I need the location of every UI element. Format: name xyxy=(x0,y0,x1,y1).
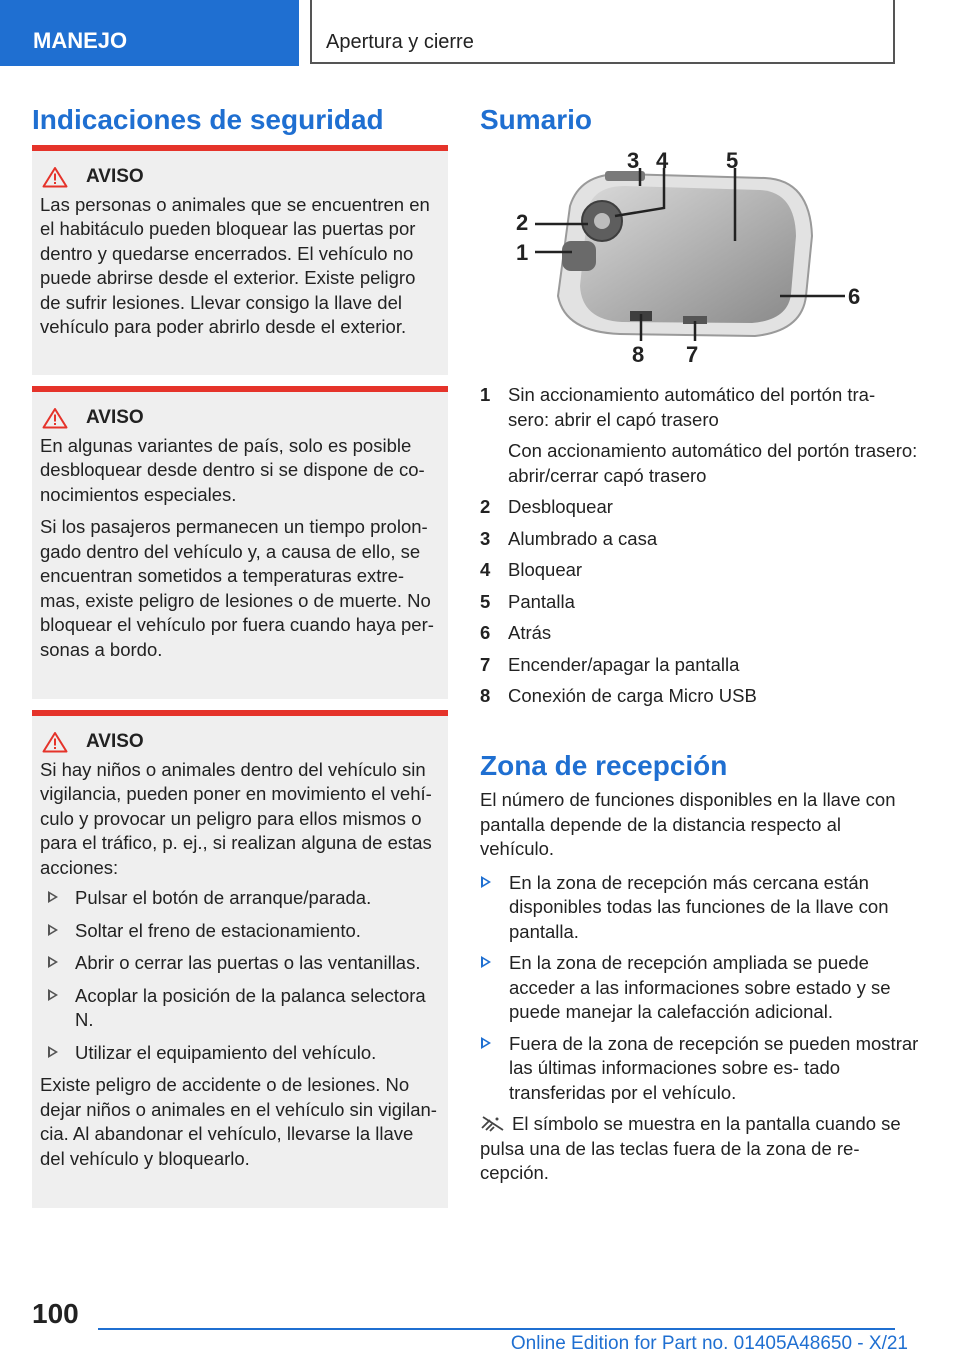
list-item xyxy=(480,383,920,488)
figure-label-5: 5 xyxy=(726,148,739,173)
section-label: MANEJO xyxy=(33,28,128,53)
footer-divider xyxy=(98,1328,895,1330)
warning-box-1 xyxy=(32,145,448,375)
item-number: 8 xyxy=(480,685,491,706)
warning-icon xyxy=(42,731,68,753)
page-number: 100 xyxy=(32,1298,79,1329)
item-text: Sin accionamiento automático del portón tra- sero: abrir el capó trasero xyxy=(508,384,876,430)
item-number: 1 xyxy=(480,384,491,405)
warning-intro: Si hay niños o animales dentro del vehículo sin vigilancia, pueden poner en movimiento el vehí- culo y provocar un peligro para ellos mismos o para el tráfico, p. ej., si realizan alguna de estas acciones: xyxy=(40,758,432,878)
item-number: 4 xyxy=(480,559,491,580)
item-text: Alumbrado a casa xyxy=(508,527,658,549)
summary-list xyxy=(480,383,920,709)
bullet-triangle-icon xyxy=(481,876,491,888)
summary-heading: Sumario xyxy=(480,104,593,135)
bullet-triangle-icon xyxy=(481,956,491,968)
safety-heading: Indicaciones de seguridad xyxy=(32,104,384,135)
warning-outro: Existe peligro de accidente o de lesiones. No dejar niños o animales en el vehículo sin vigilan- cia. Al abandonar el vehículo, llevarse la llave del vehículo y bloquearlo. xyxy=(40,1074,437,1169)
bullet-triangle-icon xyxy=(48,989,58,1001)
figure-label-7: 7 xyxy=(686,342,699,367)
figure-label-1: 1 xyxy=(516,240,529,265)
warning-text: Si los pasajeros permanecen un tiempo prolon- gado dentro del vehículo y, a causa de ello, se encuentran sometidos a temperaturas extre- mas, existe peligro de lesiones o de muerte. No bloquear el vehículo por fuera cuando haya per- sonas a bordo. xyxy=(40,516,434,660)
item-number: 3 xyxy=(480,527,491,549)
warning-text: Las personas o animales que se encuentren en el habitáculo pueden bloquear las puertas por dentro y quedarse encerrados. El vehículo no puede abrirse desde el exterior. Existe peligro de sufrir lesiones. Llevar consigo la llave del vehículo para poder abrirlo desde el exterior. xyxy=(40,193,430,337)
edition-note: Online Edition for Part no. 01405A48650 - X/21 xyxy=(510,1333,908,1354)
list-item xyxy=(480,871,920,945)
item-number: 6 xyxy=(480,622,491,643)
list-item xyxy=(40,951,440,976)
list-item-text: Utilizar el equipamiento del vehículo. xyxy=(75,1041,377,1063)
zone-list xyxy=(480,871,920,1106)
bullet-triangle-icon xyxy=(48,891,58,903)
list-item xyxy=(480,495,920,520)
section-tab xyxy=(0,0,299,66)
item-text: Conexión de carga Micro USB xyxy=(508,685,757,706)
bullet-triangle-icon xyxy=(48,1046,58,1058)
list-item-text: Fuera de la zona de recepción se pueden mostrar las últimas informaciones sobre es- tado transferidas por el vehículo. xyxy=(509,1032,919,1103)
list-item xyxy=(480,527,920,552)
list-item xyxy=(480,1032,920,1106)
list-item-text: Pulsar el botón de arranque/parada. xyxy=(75,887,372,908)
list-item xyxy=(480,558,920,583)
list-item-text: Abrir o cerrar las puertas o las ventanillas. xyxy=(75,952,421,973)
item-text: Desbloquear xyxy=(508,496,613,517)
warning-text: En algunas variantes de país, solo es posible desbloquear desde dentro si se dispone de co- nocimientos especiales. xyxy=(40,434,425,505)
item-number: 7 xyxy=(480,653,491,675)
figure-label-8: 8 xyxy=(632,342,645,367)
item-number: 2 xyxy=(480,496,491,517)
reception-zone-heading: Zona de recepción xyxy=(480,750,728,781)
list-item xyxy=(480,653,920,678)
item-text: Encender/apagar la pantalla xyxy=(508,653,740,675)
item-text: Con accionamiento automático del portón trasero: abrir/cerrar capó trasero xyxy=(508,440,918,486)
item-text: Pantalla xyxy=(508,590,575,612)
warning-title: AVISO xyxy=(86,731,144,752)
list-item xyxy=(40,919,440,944)
list-item-text: En la zona de recepción más cercana están disponibles todas las funciones de la llave con pantalla. xyxy=(509,871,889,942)
list-item-text: En la zona de recepción ampliada se puede acceder a las informaciones sobre estado y se puede manejar la calefacción adicional. xyxy=(509,952,891,1022)
list-item xyxy=(40,886,440,911)
warning-box-3 xyxy=(32,710,448,1208)
list-item xyxy=(480,590,920,615)
list-item xyxy=(40,1041,440,1066)
warning-icon xyxy=(42,166,68,188)
signal-off-icon xyxy=(480,1114,506,1132)
item-text: Bloquear xyxy=(508,559,583,580)
summary-list-block xyxy=(480,383,920,716)
reception-zone-block xyxy=(480,788,920,1186)
list-item xyxy=(480,684,920,709)
zone-note xyxy=(480,1112,920,1186)
list-item-text: Soltar el freno de estacionamiento. xyxy=(75,919,361,941)
warning-title: AVISO xyxy=(86,407,144,428)
zone-note-text: El símbolo se muestra en la pantalla cuando se pulsa una de las teclas fuera de la zona de re- cepción. xyxy=(480,1113,901,1183)
chapter-title: Apertura y cierre xyxy=(310,0,895,64)
figure-label-3: 3 xyxy=(627,148,640,173)
list-item-text: Acoplar la posición de la palanca selectora N. xyxy=(75,984,426,1030)
zone-intro: El número de funciones disponibles en la llave con pantalla depende de la distancia respecto al vehículo. xyxy=(480,789,896,859)
figure-label-2: 2 xyxy=(516,210,529,235)
item-number: 5 xyxy=(480,590,491,612)
bullet-triangle-icon xyxy=(481,1037,491,1049)
list-item xyxy=(480,951,920,1025)
list-item xyxy=(480,621,920,646)
bullet-triangle-icon xyxy=(48,956,58,968)
figure-label-6: 6 xyxy=(848,284,861,309)
bullet-triangle-icon xyxy=(48,924,58,936)
warning-box-2 xyxy=(32,386,448,699)
warning-icon xyxy=(42,407,68,429)
display-key-illustration xyxy=(510,146,910,371)
warning-action-list xyxy=(40,886,440,1065)
item-text: Atrás xyxy=(508,622,552,643)
list-item xyxy=(40,984,440,1033)
warning-title: AVISO xyxy=(86,166,144,187)
figure-label-4: 4 xyxy=(656,148,669,173)
